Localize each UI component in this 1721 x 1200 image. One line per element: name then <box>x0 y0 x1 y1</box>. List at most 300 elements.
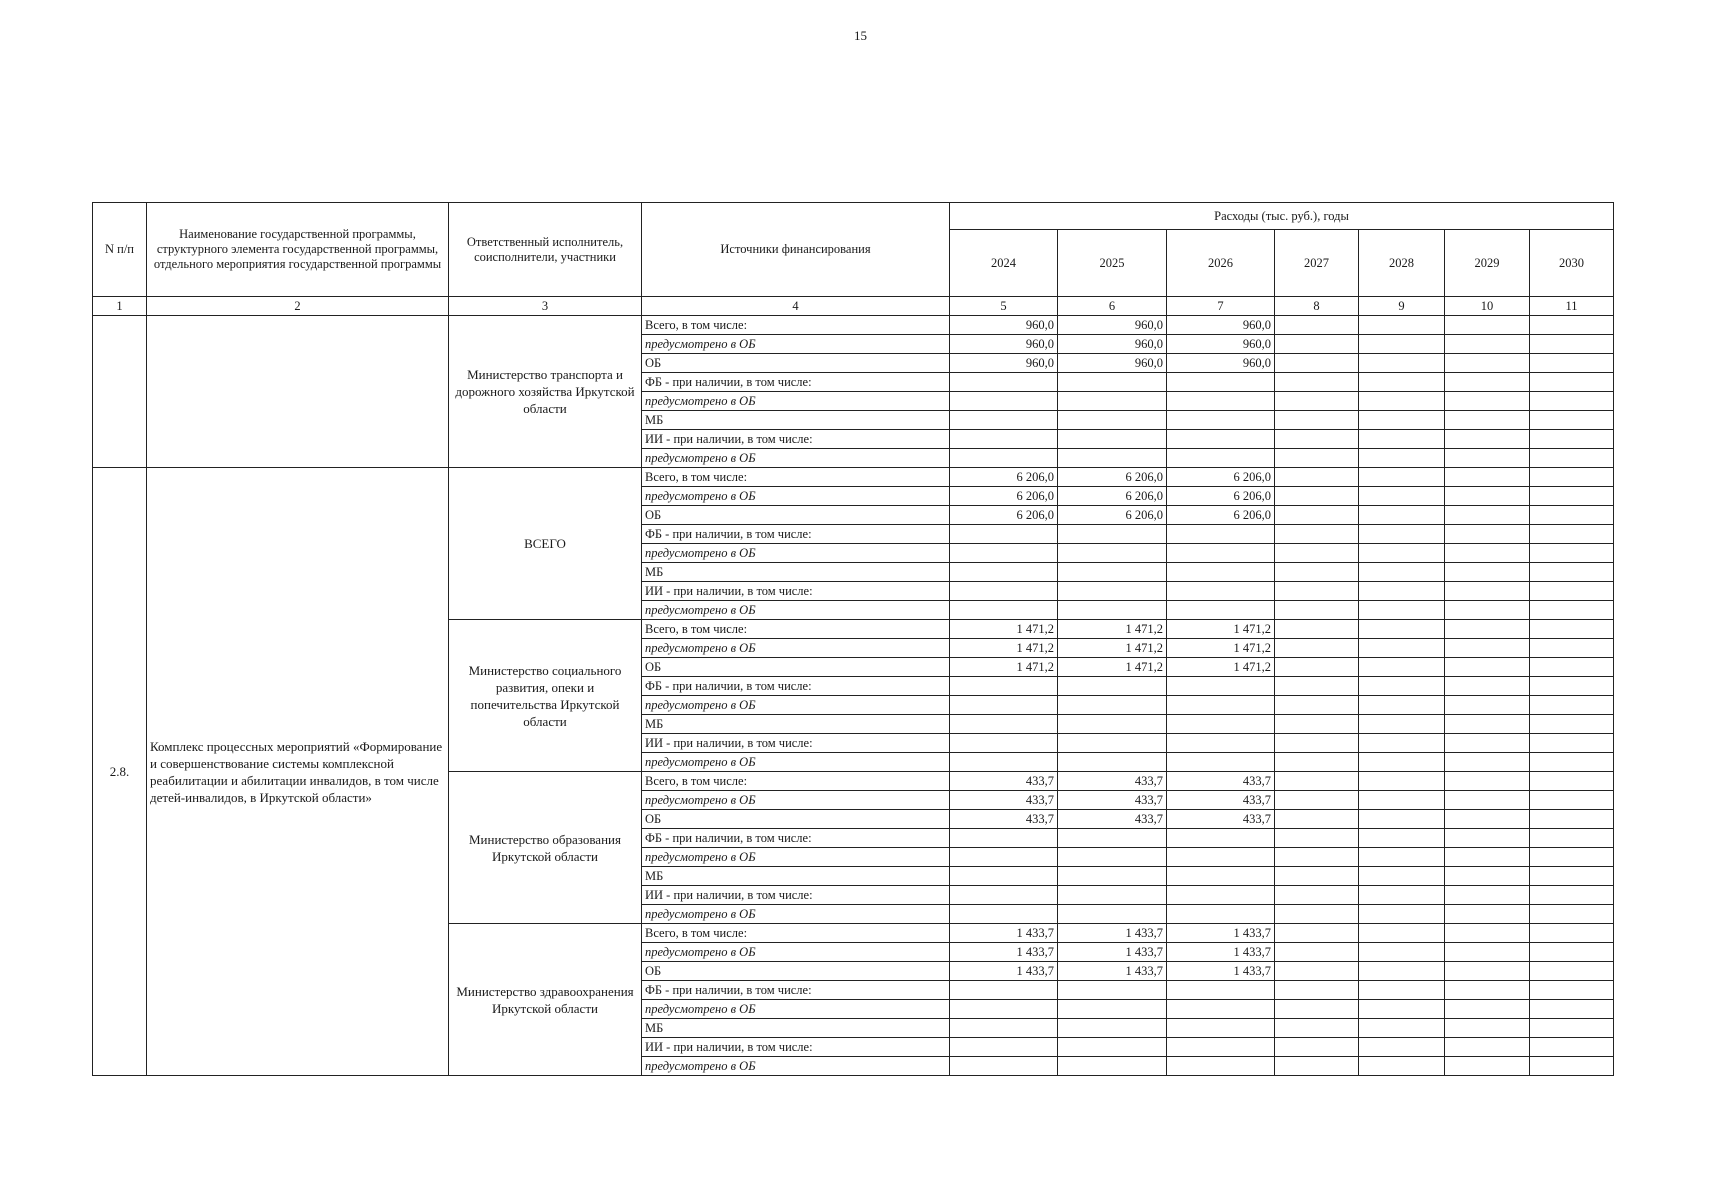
header-year: 2027 <box>1275 230 1359 297</box>
amount-cell <box>1359 468 1445 487</box>
amount-cell <box>1275 639 1359 658</box>
amount-cell <box>1275 392 1359 411</box>
header-year: 2024 <box>950 230 1058 297</box>
amount-cell <box>1359 335 1445 354</box>
amount-cell <box>1530 373 1614 392</box>
amount-cell <box>1359 487 1445 506</box>
amount-cell <box>1530 354 1614 373</box>
amount-cell <box>1530 791 1614 810</box>
amount-cell <box>1359 677 1445 696</box>
amount-cell: 1 471,2 <box>1167 639 1275 658</box>
amount-cell <box>1275 810 1359 829</box>
funding-source: предусмотрено в ОБ <box>642 696 950 715</box>
amount-cell: 6 206,0 <box>950 468 1058 487</box>
amount-cell: 1 471,2 <box>1058 658 1167 677</box>
funding-source: предусмотрено в ОБ <box>642 753 950 772</box>
funding-source: предусмотрено в ОБ <box>642 848 950 867</box>
amount-cell <box>950 582 1058 601</box>
amount-cell <box>1445 354 1530 373</box>
amount-cell <box>950 392 1058 411</box>
amount-cell <box>1530 1000 1614 1019</box>
funding-source: МБ <box>642 867 950 886</box>
column-numbers-row <box>93 297 1614 316</box>
amount-cell <box>1359 696 1445 715</box>
amount-cell <box>1058 544 1167 563</box>
amount-cell <box>1530 734 1614 753</box>
amount-cell: 433,7 <box>950 772 1058 791</box>
amount-cell <box>1530 924 1614 943</box>
amount-cell: 6 206,0 <box>950 506 1058 525</box>
amount-cell <box>950 848 1058 867</box>
column-number: 7 <box>1167 297 1275 316</box>
amount-cell <box>950 886 1058 905</box>
header-year: 2026 <box>1167 230 1275 297</box>
amount-cell <box>1359 943 1445 962</box>
amount-cell <box>1445 639 1530 658</box>
amount-cell <box>1530 487 1614 506</box>
amount-cell <box>1275 981 1359 1000</box>
amount-cell: 433,7 <box>950 791 1058 810</box>
amount-cell <box>1359 449 1445 468</box>
amount-cell <box>1445 582 1530 601</box>
header-year: 2028 <box>1359 230 1445 297</box>
amount-cell <box>1167 411 1275 430</box>
amount-cell: 960,0 <box>1167 354 1275 373</box>
amount-cell <box>1359 620 1445 639</box>
amount-cell <box>1530 962 1614 981</box>
amount-cell <box>1530 1019 1614 1038</box>
amount-cell <box>1167 582 1275 601</box>
executor-cell: Министерство здравоохранения Иркутской области <box>449 924 642 1076</box>
amount-cell: 1 471,2 <box>1167 658 1275 677</box>
amount-cell <box>1359 1000 1445 1019</box>
amount-cell <box>1530 1038 1614 1057</box>
amount-cell <box>1445 924 1530 943</box>
amount-cell <box>1275 715 1359 734</box>
amount-cell <box>1359 354 1445 373</box>
amount-cell <box>1359 981 1445 1000</box>
amount-cell <box>1058 1057 1167 1076</box>
amount-cell <box>1530 905 1614 924</box>
amount-cell <box>950 753 1058 772</box>
item-number <box>93 316 147 468</box>
amount-cell <box>1359 715 1445 734</box>
amount-cell <box>1445 392 1530 411</box>
amount-cell: 433,7 <box>1167 791 1275 810</box>
amount-cell <box>1359 658 1445 677</box>
amount-cell <box>1167 544 1275 563</box>
amount-cell <box>1167 829 1275 848</box>
amount-cell <box>1275 924 1359 943</box>
amount-cell <box>1359 848 1445 867</box>
amount-cell: 1 471,2 <box>950 639 1058 658</box>
amount-cell <box>1058 392 1167 411</box>
amount-cell <box>1275 848 1359 867</box>
amount-cell <box>1359 582 1445 601</box>
amount-cell <box>1445 601 1530 620</box>
funding-source: предусмотрено в ОБ <box>642 544 950 563</box>
funding-source: предусмотрено в ОБ <box>642 639 950 658</box>
amount-cell <box>1359 791 1445 810</box>
table-body <box>93 316 1614 1076</box>
funding-source: ФБ - при наличии, в том числе: <box>642 829 950 848</box>
amount-cell: 1 433,7 <box>1058 962 1167 981</box>
amount-cell <box>950 696 1058 715</box>
amount-cell <box>1530 563 1614 582</box>
amount-cell <box>950 449 1058 468</box>
amount-cell <box>1530 544 1614 563</box>
funding-source: ИИ - при наличии, в том числе: <box>642 734 950 753</box>
amount-cell <box>1445 867 1530 886</box>
amount-cell <box>1359 373 1445 392</box>
amount-cell <box>1445 1038 1530 1057</box>
amount-cell <box>1530 335 1614 354</box>
table-row <box>93 316 1614 335</box>
funding-source: МБ <box>642 411 950 430</box>
amount-cell <box>1530 392 1614 411</box>
amount-cell <box>1058 582 1167 601</box>
amount-cell: 960,0 <box>1167 335 1275 354</box>
amount-cell <box>1359 734 1445 753</box>
executor-cell: ВСЕГО <box>449 468 642 620</box>
header-year: 2025 <box>1058 230 1167 297</box>
amount-cell <box>1445 886 1530 905</box>
amount-cell <box>1530 525 1614 544</box>
amount-cell <box>1275 411 1359 430</box>
amount-cell <box>1275 430 1359 449</box>
amount-cell <box>1359 886 1445 905</box>
program-name <box>147 316 449 468</box>
amount-cell <box>1167 1038 1275 1057</box>
funding-source: предусмотрено в ОБ <box>642 392 950 411</box>
amount-cell <box>1275 468 1359 487</box>
funding-source: ИИ - при наличии, в том числе: <box>642 1038 950 1057</box>
amount-cell <box>1445 658 1530 677</box>
funding-source: ИИ - при наличии, в том числе: <box>642 886 950 905</box>
amount-cell: 960,0 <box>950 335 1058 354</box>
amount-cell <box>1167 677 1275 696</box>
amount-cell: 1 471,2 <box>1058 639 1167 658</box>
amount-cell: 433,7 <box>1058 772 1167 791</box>
amount-cell <box>1058 867 1167 886</box>
amount-cell <box>1275 696 1359 715</box>
amount-cell <box>1058 411 1167 430</box>
amount-cell <box>1058 373 1167 392</box>
amount-cell: 960,0 <box>1058 335 1167 354</box>
amount-cell: 433,7 <box>950 810 1058 829</box>
amount-cell <box>950 734 1058 753</box>
amount-cell <box>1445 962 1530 981</box>
amount-cell <box>1445 411 1530 430</box>
funding-source: предусмотрено в ОБ <box>642 905 950 924</box>
amount-cell: 1 433,7 <box>950 924 1058 943</box>
amount-cell <box>1359 1038 1445 1057</box>
amount-cell <box>1530 943 1614 962</box>
page-number: 15 <box>854 28 867 43</box>
amount-cell <box>1058 1019 1167 1038</box>
amount-cell: 1 471,2 <box>1058 620 1167 639</box>
executor-cell: Министерство образования Иркутской области <box>449 772 642 924</box>
amount-cell <box>1275 772 1359 791</box>
funding-source: ФБ - при наличии, в том числе: <box>642 981 950 1000</box>
amount-cell <box>1167 1019 1275 1038</box>
funding-source: МБ <box>642 563 950 582</box>
amount-cell: 1 433,7 <box>1058 924 1167 943</box>
column-number: 5 <box>950 297 1058 316</box>
amount-cell <box>1167 525 1275 544</box>
column-number: 1 <box>93 297 147 316</box>
amount-cell <box>1445 430 1530 449</box>
amount-cell <box>1359 1019 1445 1038</box>
amount-cell <box>1445 696 1530 715</box>
amount-cell <box>1359 506 1445 525</box>
funding-source: ИИ - при наличии, в том числе: <box>642 430 950 449</box>
amount-cell <box>1058 905 1167 924</box>
amount-cell: 960,0 <box>1167 316 1275 335</box>
amount-cell <box>1275 335 1359 354</box>
amount-cell <box>1445 506 1530 525</box>
amount-cell <box>1275 962 1359 981</box>
amount-cell <box>950 563 1058 582</box>
amount-cell <box>1530 848 1614 867</box>
amount-cell <box>1058 449 1167 468</box>
amount-cell <box>1058 525 1167 544</box>
column-number: 10 <box>1445 297 1530 316</box>
amount-cell <box>1359 563 1445 582</box>
amount-cell <box>1445 772 1530 791</box>
column-number: 6 <box>1058 297 1167 316</box>
amount-cell <box>1445 734 1530 753</box>
amount-cell <box>1275 829 1359 848</box>
amount-cell <box>1275 1057 1359 1076</box>
financing-table <box>92 202 1614 1076</box>
amount-cell: 960,0 <box>1058 316 1167 335</box>
amount-cell <box>1445 829 1530 848</box>
amount-cell <box>950 430 1058 449</box>
amount-cell <box>1359 753 1445 772</box>
funding-source: Всего, в том числе: <box>642 772 950 791</box>
funding-source: предусмотрено в ОБ <box>642 1000 950 1019</box>
column-number: 3 <box>449 297 642 316</box>
amount-cell <box>1275 620 1359 639</box>
amount-cell <box>1530 829 1614 848</box>
amount-cell <box>1359 1057 1445 1076</box>
amount-cell <box>1530 715 1614 734</box>
header-year: 2030 <box>1530 230 1614 297</box>
column-number: 4 <box>642 297 950 316</box>
funding-source: предусмотрено в ОБ <box>642 943 950 962</box>
amount-cell <box>1530 449 1614 468</box>
amount-cell <box>1445 1000 1530 1019</box>
amount-cell <box>1445 810 1530 829</box>
funding-source: ОБ <box>642 506 950 525</box>
amount-cell <box>1275 601 1359 620</box>
amount-cell <box>1167 373 1275 392</box>
amount-cell <box>1275 544 1359 563</box>
amount-cell <box>1275 658 1359 677</box>
amount-cell <box>1530 430 1614 449</box>
amount-cell <box>1275 354 1359 373</box>
amount-cell <box>1359 829 1445 848</box>
amount-cell <box>1359 525 1445 544</box>
amount-cell <box>1530 620 1614 639</box>
executor-cell: Министерство транспорта и дорожного хозяйства Иркутской области <box>449 316 642 468</box>
amount-cell <box>1058 829 1167 848</box>
amount-cell: 1 433,7 <box>1167 924 1275 943</box>
amount-cell <box>1275 563 1359 582</box>
amount-cell <box>1275 449 1359 468</box>
amount-cell <box>1359 411 1445 430</box>
amount-cell <box>1530 810 1614 829</box>
amount-cell <box>1530 696 1614 715</box>
amount-cell <box>1058 601 1167 620</box>
funding-source: Всего, в том числе: <box>642 468 950 487</box>
amount-cell: 6 206,0 <box>1167 487 1275 506</box>
amount-cell <box>1359 601 1445 620</box>
amount-cell <box>1359 867 1445 886</box>
amount-cell <box>1445 468 1530 487</box>
amount-cell <box>1445 677 1530 696</box>
amount-cell <box>1058 563 1167 582</box>
amount-cell: 6 206,0 <box>1058 506 1167 525</box>
amount-cell <box>1359 316 1445 335</box>
funding-source: ОБ <box>642 354 950 373</box>
funding-source: ОБ <box>642 658 950 677</box>
amount-cell <box>1167 1057 1275 1076</box>
amount-cell <box>1058 715 1167 734</box>
amount-cell <box>1359 905 1445 924</box>
funding-source: ФБ - при наличии, в том числе: <box>642 525 950 544</box>
funding-source: предусмотрено в ОБ <box>642 487 950 506</box>
amount-cell <box>1445 905 1530 924</box>
amount-cell <box>1275 1019 1359 1038</box>
amount-cell <box>1275 506 1359 525</box>
column-number: 2 <box>147 297 449 316</box>
amount-cell <box>950 1019 1058 1038</box>
funding-source: предусмотрено в ОБ <box>642 449 950 468</box>
amount-cell <box>1359 392 1445 411</box>
header-executor: Ответственный исполнитель, соисполнители, участники <box>449 203 642 297</box>
amount-cell <box>1275 677 1359 696</box>
header-num: N п/п <box>93 203 147 297</box>
amount-cell <box>1275 753 1359 772</box>
amount-cell <box>950 905 1058 924</box>
amount-cell <box>1530 506 1614 525</box>
amount-cell <box>1167 715 1275 734</box>
amount-cell: 1 433,7 <box>1058 943 1167 962</box>
funding-source: предусмотрено в ОБ <box>642 335 950 354</box>
amount-cell <box>1445 715 1530 734</box>
funding-source: МБ <box>642 1019 950 1038</box>
amount-cell: 433,7 <box>1058 810 1167 829</box>
amount-cell <box>1530 468 1614 487</box>
program-name: Комплекс процессных мероприятий «Формирование и совершенствование системы комплексной реабилитации и абилитации инвалидов, в том числе детей-инвалидов, в Иркутской области» <box>147 468 449 1076</box>
amount-cell <box>1275 867 1359 886</box>
funding-source: Всего, в том числе: <box>642 924 950 943</box>
funding-source: ФБ - при наличии, в том числе: <box>642 373 950 392</box>
amount-cell <box>950 981 1058 1000</box>
amount-cell: 1 433,7 <box>1167 943 1275 962</box>
amount-cell: 433,7 <box>1167 810 1275 829</box>
amount-cell <box>1058 848 1167 867</box>
amount-cell <box>1167 905 1275 924</box>
amount-cell <box>1445 487 1530 506</box>
amount-cell <box>1445 620 1530 639</box>
amount-cell <box>1359 544 1445 563</box>
amount-cell <box>1275 316 1359 335</box>
amount-cell <box>950 373 1058 392</box>
amount-cell <box>1275 487 1359 506</box>
header-name: Наименование государственной программы, структурного элемента государственной программы, отдельного мероприятия государственной программы <box>147 203 449 297</box>
amount-cell <box>950 715 1058 734</box>
amount-cell: 433,7 <box>1167 772 1275 791</box>
amount-cell <box>1058 1038 1167 1057</box>
funding-source: ИИ - при наличии, в том числе: <box>642 582 950 601</box>
amount-cell: 1 471,2 <box>950 620 1058 639</box>
amount-cell: 1 433,7 <box>1167 962 1275 981</box>
amount-cell <box>1445 753 1530 772</box>
amount-cell <box>1530 411 1614 430</box>
amount-cell <box>1530 1057 1614 1076</box>
amount-cell <box>1167 1000 1275 1019</box>
amount-cell <box>1445 316 1530 335</box>
amount-cell <box>1167 886 1275 905</box>
column-number: 8 <box>1275 297 1359 316</box>
amount-cell: 1 433,7 <box>950 943 1058 962</box>
amount-cell <box>950 544 1058 563</box>
amount-cell: 960,0 <box>950 316 1058 335</box>
amount-cell <box>950 1000 1058 1019</box>
amount-cell <box>1359 639 1445 658</box>
amount-cell <box>1445 943 1530 962</box>
amount-cell <box>1167 696 1275 715</box>
amount-cell <box>1445 848 1530 867</box>
amount-cell: 433,7 <box>1058 791 1167 810</box>
amount-cell <box>1167 848 1275 867</box>
amount-cell: 960,0 <box>1058 354 1167 373</box>
amount-cell <box>1275 373 1359 392</box>
amount-cell <box>1445 563 1530 582</box>
amount-cell <box>1058 430 1167 449</box>
funding-source: ОБ <box>642 810 950 829</box>
amount-cell <box>1275 886 1359 905</box>
amount-cell <box>1530 582 1614 601</box>
amount-cell <box>1058 1000 1167 1019</box>
amount-cell <box>1530 981 1614 1000</box>
amount-cell: 1 471,2 <box>950 658 1058 677</box>
amount-cell <box>1530 867 1614 886</box>
amount-cell <box>1445 1019 1530 1038</box>
amount-cell <box>1445 525 1530 544</box>
amount-cell <box>1530 772 1614 791</box>
amount-cell: 6 206,0 <box>1167 468 1275 487</box>
amount-cell <box>1167 981 1275 1000</box>
amount-cell: 6 206,0 <box>1058 487 1167 506</box>
amount-cell <box>1167 430 1275 449</box>
amount-cell <box>1445 791 1530 810</box>
amount-cell <box>1530 316 1614 335</box>
amount-cell <box>1359 962 1445 981</box>
amount-cell <box>1167 734 1275 753</box>
header-year: 2029 <box>1445 230 1530 297</box>
header-sources: Источники финансирования <box>642 203 950 297</box>
funding-source: ОБ <box>642 962 950 981</box>
amount-cell <box>1275 1038 1359 1057</box>
amount-cell <box>1445 1057 1530 1076</box>
funding-source: предусмотрено в ОБ <box>642 601 950 620</box>
amount-cell <box>1167 449 1275 468</box>
amount-cell <box>1167 867 1275 886</box>
